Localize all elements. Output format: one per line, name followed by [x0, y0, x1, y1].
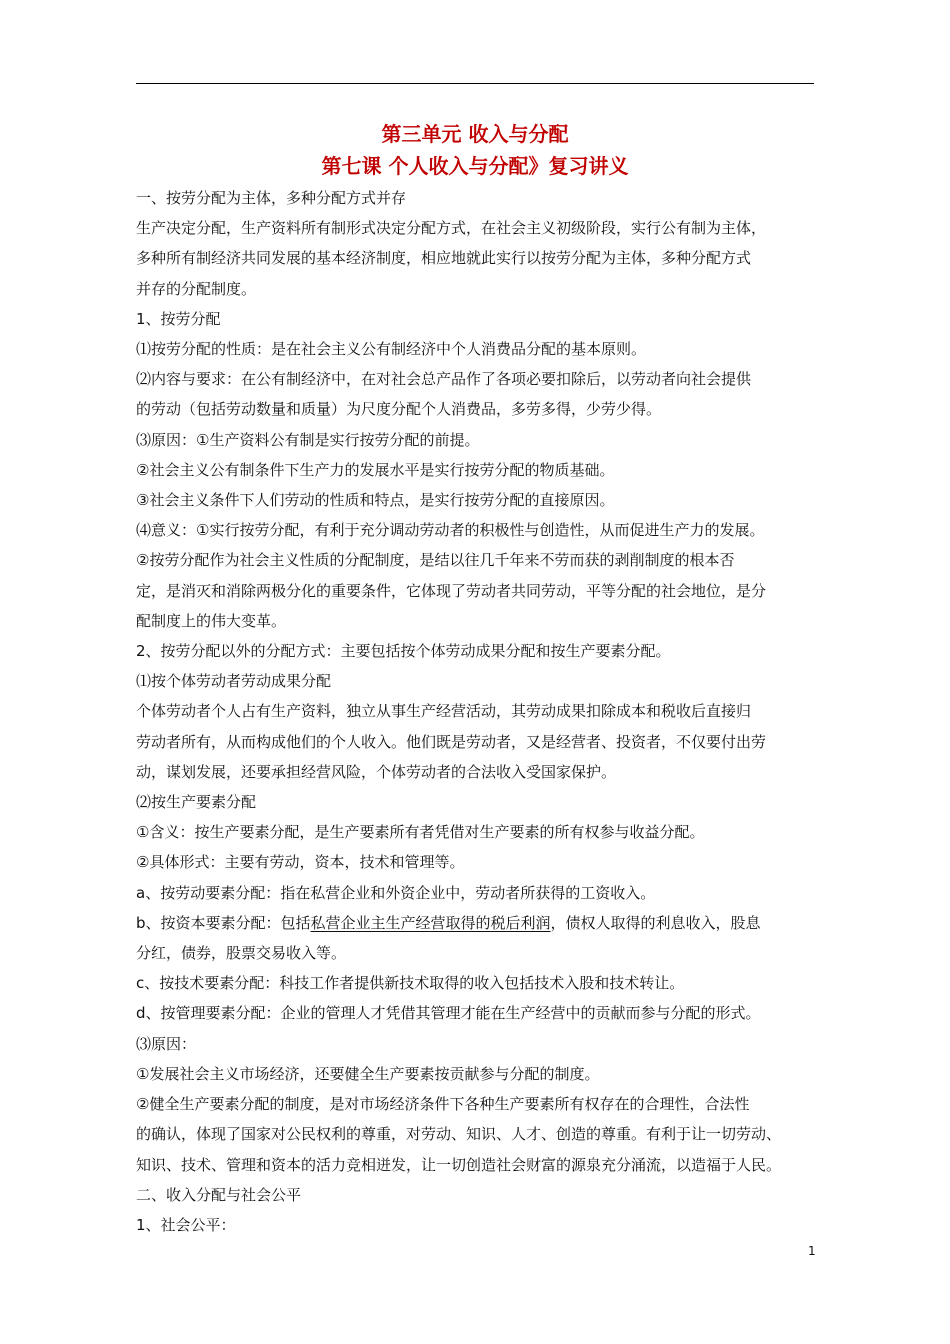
body-line: ⑵内容与要求：在公有制经济中，在对社会总产品作了各项必要扣除后，以劳动者向社会提供 [136, 370, 752, 389]
title-block [136, 118, 814, 182]
subheading-distribution-by-work: 1、按劳分配 [136, 309, 221, 328]
body-line: ②按劳分配作为社会主义性质的分配制度，是结以往几千年来不劳而获的剥削制度的根本否 [136, 551, 735, 570]
document-body [136, 183, 822, 1240]
page-number: 1 [808, 1244, 816, 1258]
body-line: 多种所有制经济共同发展的基本经济制度，相应地就此实行以按劳分配为主体，多种分配方式 [136, 249, 752, 268]
body-line: 并存的分配制度。 [136, 279, 257, 298]
body-line: a、按劳动要素分配：指在私营企业和外资企业中，劳动者所获得的工资收入。 [136, 883, 656, 902]
body-line: 个体劳动者个人占有生产资料，独立从事生产经营活动，其劳动成果扣除成本和税收后直接归 [136, 702, 752, 721]
body-line: ⑵按生产要素分配 [136, 793, 257, 812]
subheading-social-fairness: 1、社会公平： [136, 1215, 236, 1234]
body-line: ⑴按个体劳动者劳动成果分配 [136, 672, 332, 691]
body-line: 知识、技术、管理和资本的活力竞相迸发，让一切创造社会财富的源泉充分涌流，以造福于人民。 [136, 1155, 782, 1174]
section-heading-2: 二、收入分配与社会公平 [136, 1185, 302, 1204]
body-line: ①发展社会主义市场经济，还要健全生产要素按贡献参与分配的制度。 [136, 1064, 600, 1083]
capital-line-after: ，债权人取得的利息收入，股息 [550, 913, 761, 932]
body-line: 配制度上的伟大变革。 [136, 611, 287, 630]
body-line: ⑶原因：①生产资料公有制是实行按劳分配的前提。 [136, 430, 480, 449]
capital-distribution-line [136, 908, 822, 938]
body-line: ③社会主义条件下人们劳动的性质和特点，是实行按劳分配的直接原因。 [136, 491, 615, 510]
body-line: 动，谋划发展，还要承担经营风险，个体劳动者的合法收入受国家保护。 [136, 762, 617, 781]
body-line: 定，是消灭和消除两极分化的重要条件，它体现了劳动者共同劳动，平等分配的社会地位，是分 [136, 581, 767, 600]
underlined-phrase: 私营企业主生产经营取得的税后利润 [310, 913, 551, 932]
body-line: ①含义：按生产要素分配，是生产要素所有者凭借对生产要素的所有权参与收益分配。 [136, 823, 705, 842]
body-line: 分红，债券，股票交易收入等。 [136, 944, 347, 963]
body-line: ⑶原因： [136, 1034, 197, 1053]
body-line: ②社会主义公有制条件下生产力的发展水平是实行按劳分配的物质基础。 [136, 460, 615, 479]
unit-title: 第三单元 收入与分配 [381, 122, 569, 146]
body-line: ⑴按劳分配的性质：是在社会主义公有制经济中个人消费品分配的基本原则。 [136, 340, 647, 359]
body-line: 的确认，体现了国家对公民权利的尊重，对劳动、知识、人才、创造的尊重。有利于让一切劳动、 [136, 1125, 782, 1144]
capital-line-before: b、按资本要素分配：包括 [136, 913, 311, 932]
body-line: ⑷意义：①实行按劳分配，有利于充分调动劳动者的积极性与创造性，从而促进生产力的发展。 [136, 521, 765, 540]
body-line: d、按管理要素分配：企业的管理人才凭借其管理才能在生产经营中的贡献而参与分配的形式。 [136, 1004, 761, 1023]
header-rule [136, 83, 814, 84]
body-line: 的劳动（包括劳动数量和质量）为尺度分配个人消费品，多劳多得，少劳少得。 [136, 400, 662, 419]
body-line: c、按技术要素分配：科技工作者提供新技术取得的收入包括技术入股和技术转让。 [136, 974, 685, 993]
body-line: ②健全生产要素分配的制度，是对市场经济条件下各种生产要素所有权存在的合理性，合法性 [136, 1095, 750, 1114]
subheading-other-distribution: 2、按劳分配以外的分配方式：主要包括按个体劳动成果分配和按生产要素分配。 [136, 642, 671, 661]
body-line: 生产决定分配，生产资料所有制形式决定分配方式，在社会主义初级阶段，实行公有制为主体， [136, 219, 767, 238]
body-line: 劳动者所有，从而构成他们的个人收入。他们既是劳动者，又是经营者、投资者，不仅要付出劳 [136, 732, 767, 751]
lesson-title: 第七课 个人收入与分配》复习讲义 [321, 154, 629, 178]
body-line: ②具体形式：主要有劳动，资本，技术和管理等。 [136, 853, 465, 872]
section-heading-1: 一、按劳分配为主体，多种分配方式并存 [136, 189, 407, 207]
